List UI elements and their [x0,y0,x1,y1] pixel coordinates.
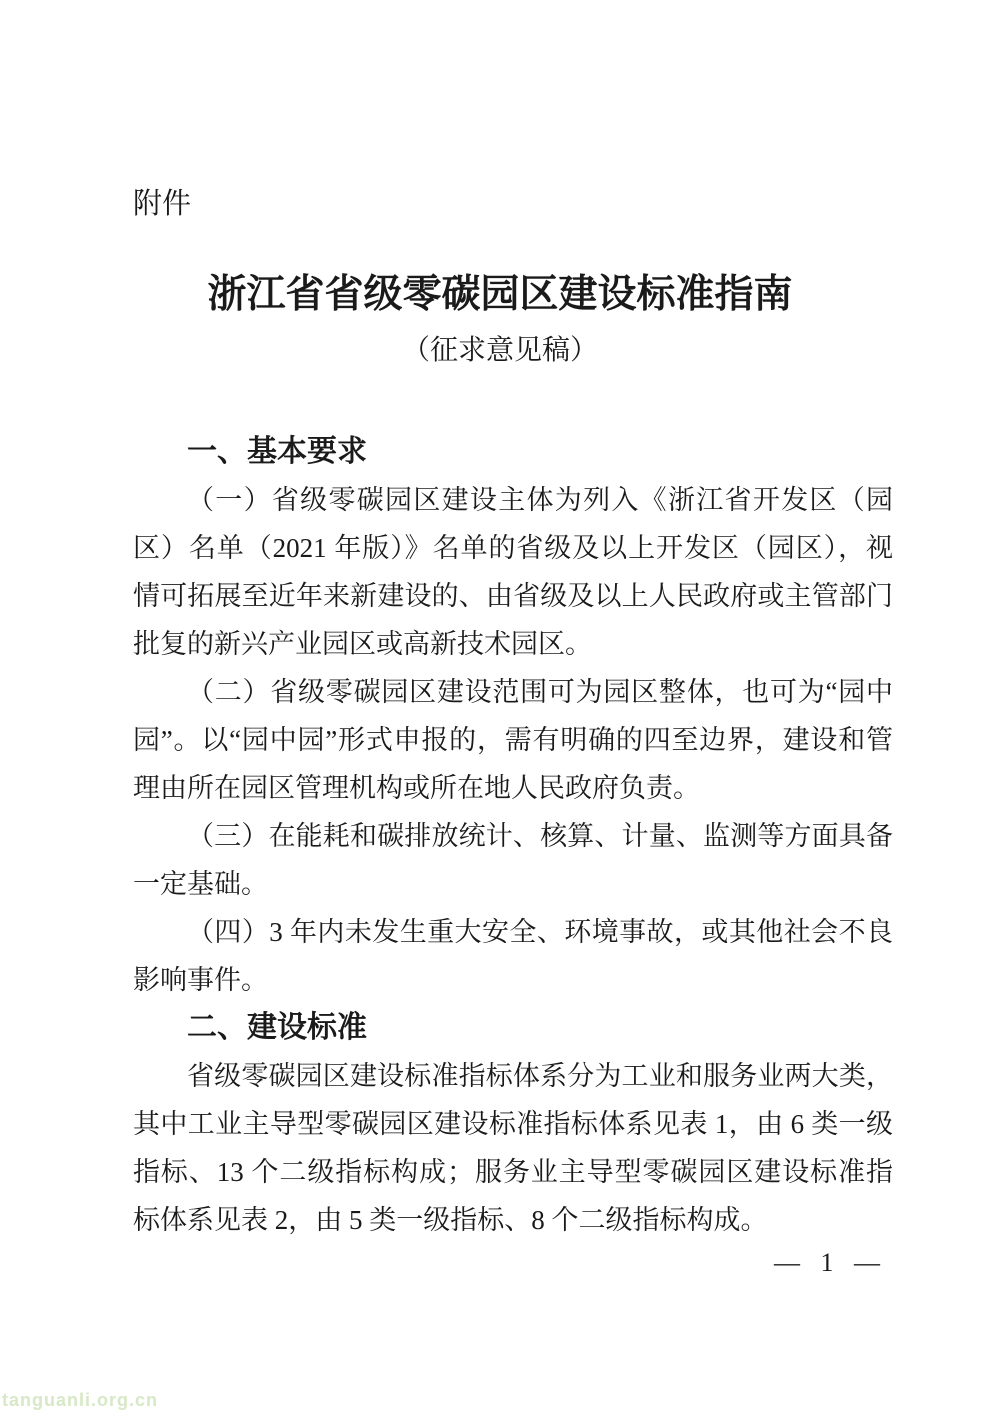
paragraph-item-3: （三）在能耗和碳排放统计、核算、计量、监测等方面具备一定基础。 [133,821,893,899]
paragraph-standards-overview: 省级零碳园区建设标准指标体系分为工业和服务业两大类，其中工业主导型零碳园区建设标准指标体系见表 1，由 6 类一级指标、13 个二级指标构成；服务业主导型零碳园区建设标准指标体系见表 2，由 5 类一级指标、8 个二级指标构成。 [133,1061,893,1235]
attachment-label: 附件 [133,188,192,220]
section-heading-construction-standards: 二、建设标准 [187,1011,367,1044]
document-body [133,428,893,1244]
document-subtitle: （征求意见稿） [401,335,598,366]
paragraph-item-4: （四）3 年内未发生重大安全、环境事故，或其他社会不良影响事件。 [133,917,893,995]
document-title: 浙江省省级零碳园区建设标准指南 [207,273,793,316]
section-heading-basic-requirements: 一、基本要求 [187,435,367,468]
watermark: tanguanli.org.cn [2,1390,159,1410]
paragraph-item-2: （二）省级零碳园区建设范围可为园区整体，也可为“园中园”。以“园中园”形式申报的，需有明确的四至边界，建设和管理由所在园区管理机构或所在地人民政府负责。 [133,677,893,803]
paragraph-item-1: （一）省级零碳园区建设主体为列入《浙江省开发区（园区）名单（2021 年版）》名单的省级及以上开发区（园区），视情可拓展至近年来新建设的、由省级及以上人民政府或主管部门批复的新兴产业园区或高新技术园区。 [133,485,893,659]
page-number: — 1 — [774,1248,880,1277]
